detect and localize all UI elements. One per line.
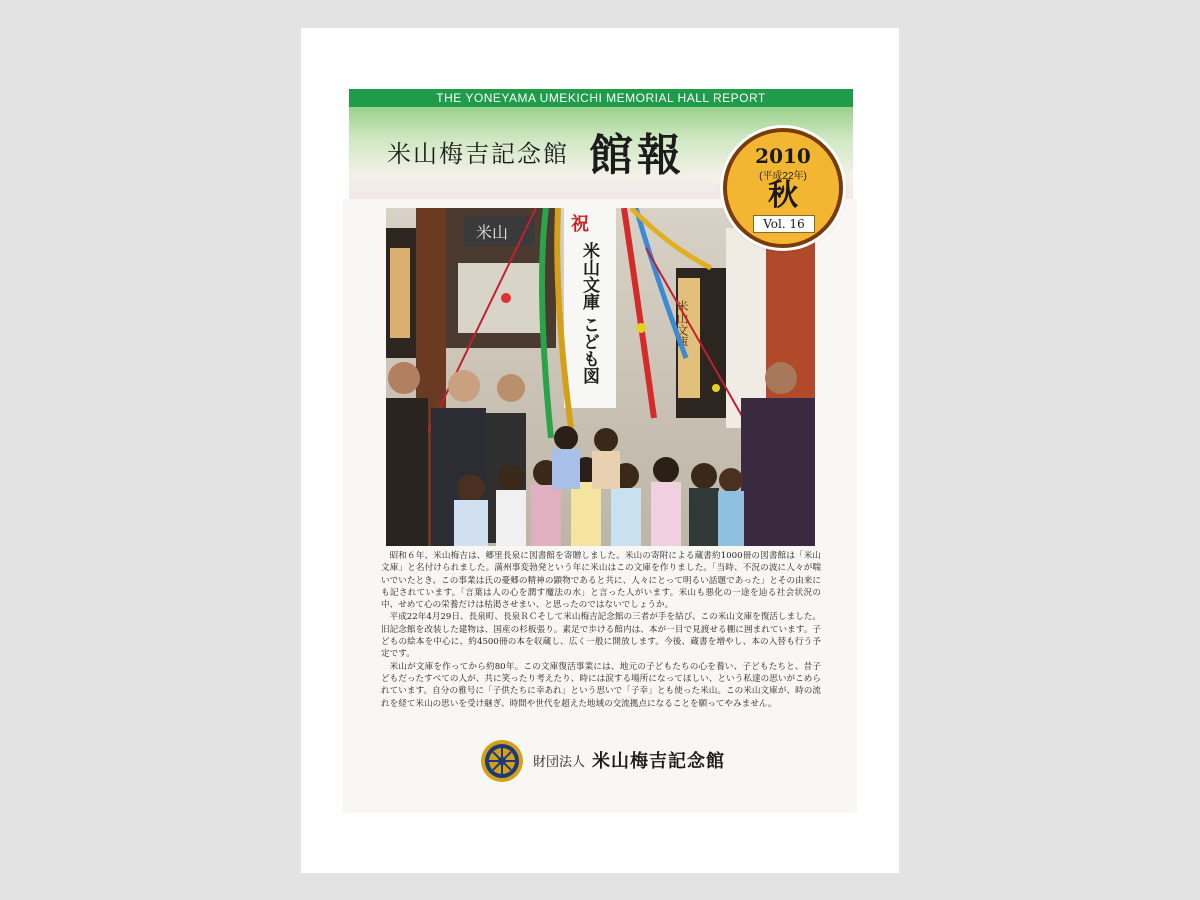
masthead-publication-title: 館報 bbox=[589, 130, 685, 181]
article-paragraph: 平成22年4月29日、長泉町、長泉ＲＣそして米山梅吉記念館の三者が手を結び、この米山文庫を復活しました。旧記念館を改装した建物は、国産の杉板張り。素足で歩ける館内は、本が一目で見渡せる棚に囲まれています。子どもの絵本を中心に、約4500冊の本を収蔵し、広く一般に開放します。今後、蔵書を増やし、本の入替も行う予定です。 bbox=[381, 612, 821, 660]
badge-volume: Vol. 16 bbox=[753, 215, 815, 233]
english-title-strip: THE YONEYAMA UMEKICHI MEMORIAL HALL REPORT bbox=[349, 89, 853, 107]
door-sign-text: 米山文庫 bbox=[675, 300, 689, 348]
svg-text:米山: 米山 bbox=[476, 223, 509, 242]
report-page bbox=[301, 28, 899, 873]
badge-era-year: (平成22年) bbox=[759, 171, 807, 182]
publisher-org-name: 米山梅吉記念館 bbox=[592, 751, 725, 772]
ceremony-photo-illustration bbox=[386, 208, 815, 546]
article-paragraph: 米山が文庫を作ってから約80年。この文庫復活事業には、地元の子どもたちの心を養い、子どもたちと、昔子どもだったすべての人が、共に笑ったり考えたり、時には涙する場所になってほしい、という私達の思いがこめられています。自分の雅号に「子供たちに幸あれ」という思いで「子幸」とも使った米山。この米山文庫が、時の流れを経て米山の思いを受け継ぎ、時間や世代を超えた地域の交流拠点になることを願ってやみません。 bbox=[381, 661, 821, 709]
publisher-org-type: 財団法人 bbox=[533, 755, 586, 770]
banner-iwai-text: 祝 bbox=[571, 214, 589, 235]
rotary-wheel-icon bbox=[479, 738, 525, 784]
article-body bbox=[381, 550, 821, 710]
badge-year: 2010 bbox=[755, 144, 811, 168]
badge-season: 秋 bbox=[768, 178, 798, 213]
article-paragraph: 昭和６年、米山梅吉は、郷里長泉に図書館を寄贈しました。米山の寄附による蔵書約1000冊の図書館は「米山文庫」と名付けられました。満州事変勃発という年に米山はこの文庫を作りました。「当時、不況の波に人々が喘いでいたとき、この事業は氏の憂郷の精神の顕物であると共に、人々にとって明るい話題であった」とその由来にも記されています。「言葉は人の心を潤す魔法の水」と言った人がいます。米山も悪化の一途を辿る社会状況の中、せめて心の栄養だけは枯渇させまい、と思ったのではないでしょうか。 bbox=[381, 551, 821, 611]
issue-badge bbox=[723, 128, 843, 248]
cover-photo bbox=[386, 208, 815, 546]
banner-title-text: 米山文庫 こども図 bbox=[579, 242, 599, 384]
masthead-org-name: 米山梅吉記念館 bbox=[387, 140, 569, 168]
